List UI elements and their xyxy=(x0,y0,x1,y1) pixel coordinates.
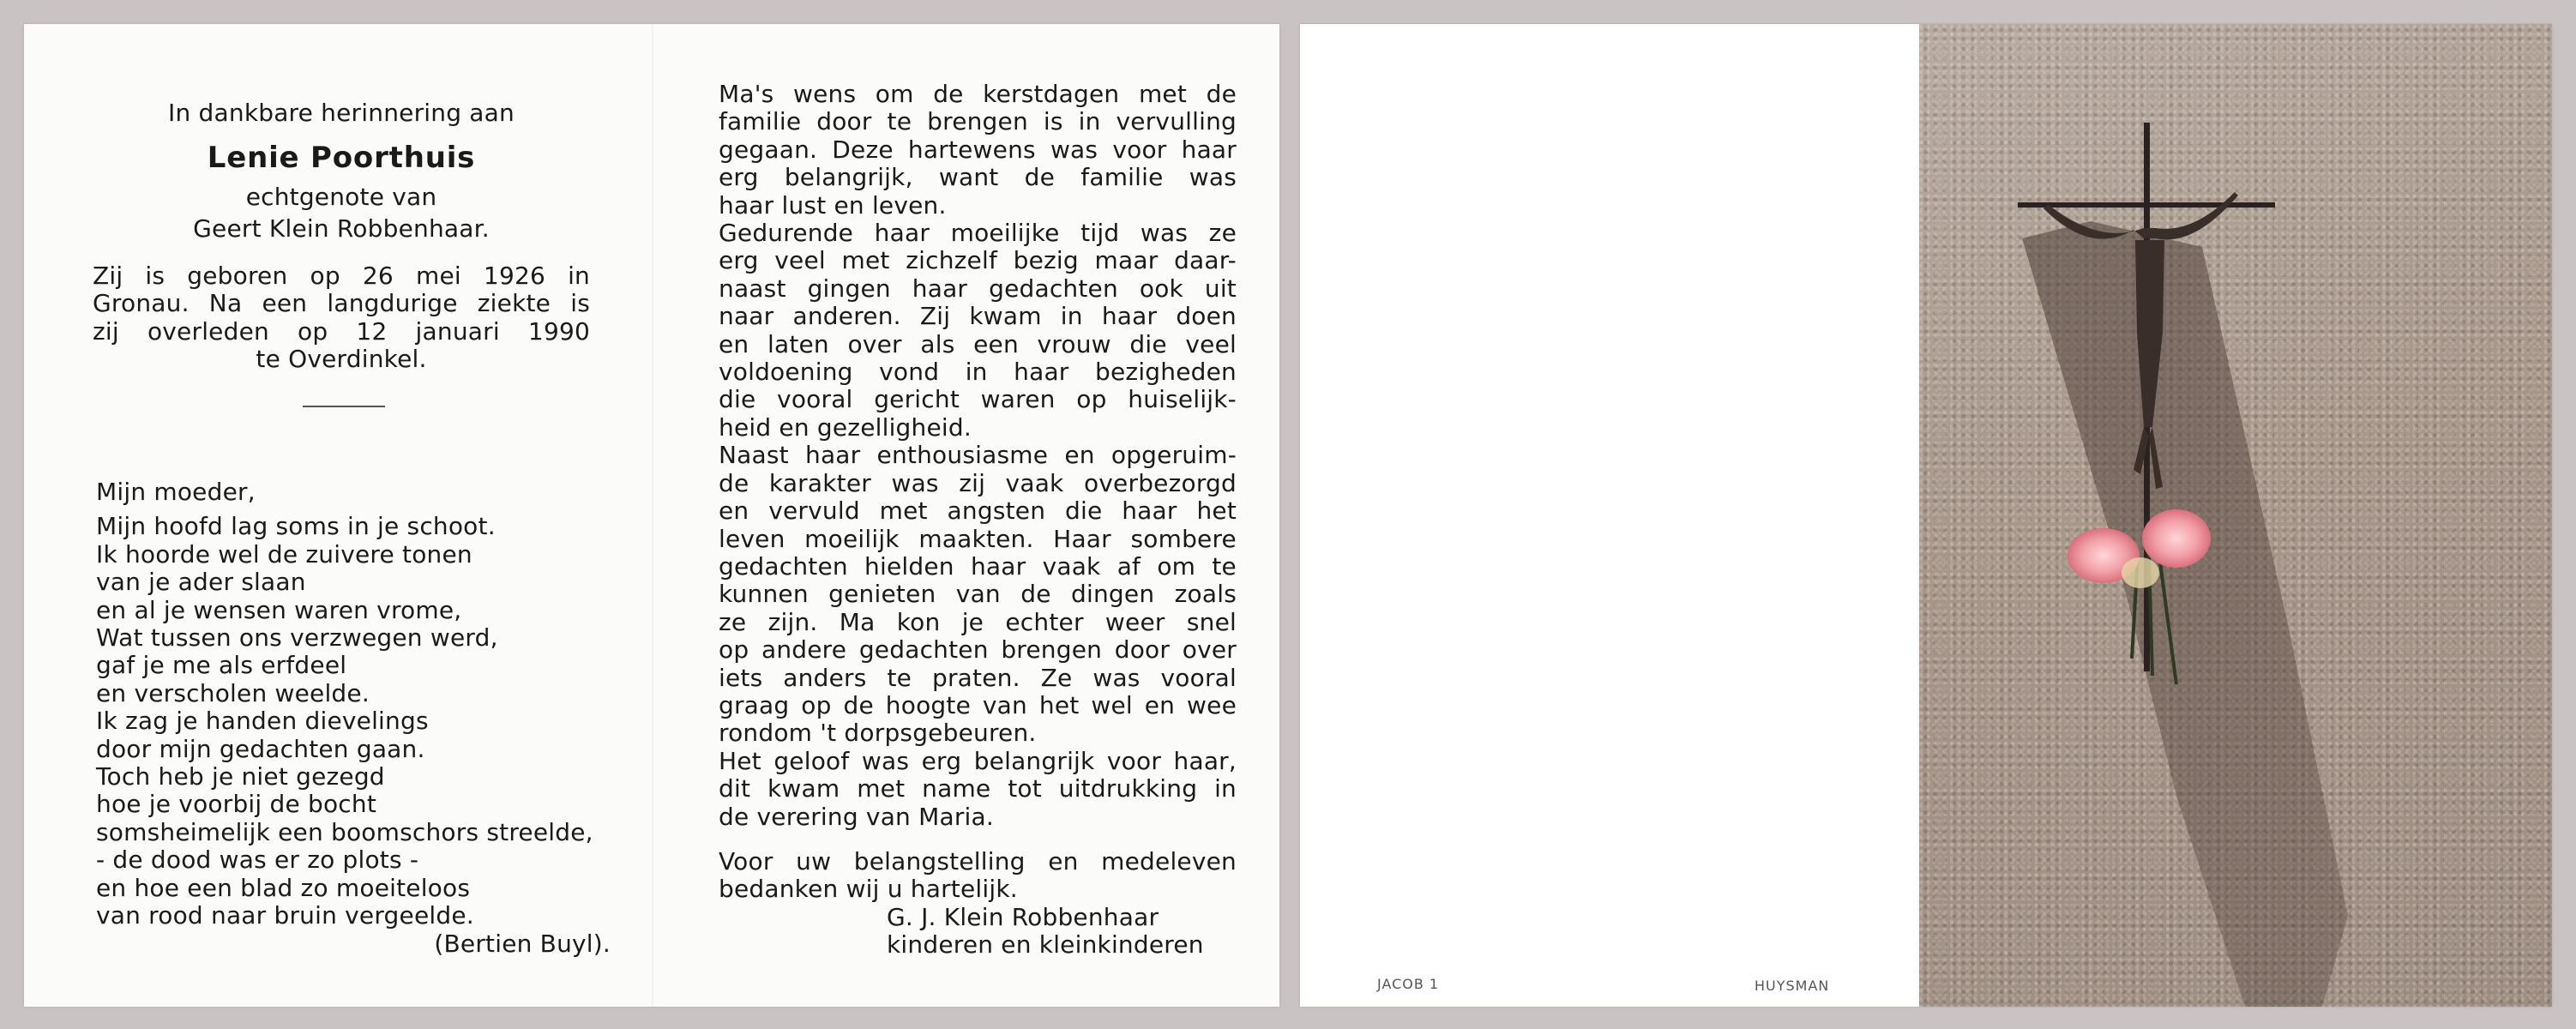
poem-line: Mijn moeder, xyxy=(96,478,256,506)
tribute-line: haar lust en leven. xyxy=(719,190,947,220)
tribute-line: en vervuld met angsten die haar het xyxy=(719,496,1237,526)
poem-line: hoe je voorbij de bocht xyxy=(96,790,377,819)
poem-line: somsheimelijk een boomschors streelde, xyxy=(96,817,593,846)
poem-line: en al je wensen waren vrome, xyxy=(96,595,462,624)
crucifix-photo xyxy=(1919,24,2552,1007)
dates-line: Gronau. Na een langdurige ziekte is xyxy=(93,289,590,318)
crucifix-shadow xyxy=(2022,221,2348,1007)
poem-line: Toch heb je niet gezegd xyxy=(96,762,385,791)
poem-line: en hoe een blad zo moeiteloos xyxy=(96,873,471,902)
tribute-line: gedachten hielden haar vaak af om te xyxy=(719,551,1237,581)
footer-mark-left: JACOB 1 xyxy=(1377,976,1440,992)
tribute-line: de karakter was zij vaak overbezorgd xyxy=(719,468,1237,497)
tribute-line: kunnen genieten van de dingen zoals xyxy=(719,580,1237,609)
tribute-line: graag op de hoogte van het wel en wee xyxy=(719,690,1237,719)
tribute-line: Naast haar enthousiasme en opgeruim- xyxy=(719,441,1237,470)
life-dates-block xyxy=(93,262,590,374)
divider xyxy=(303,406,385,407)
card-outer-spread xyxy=(1300,24,2552,1007)
poem-line: Ik zag je handen dievelings xyxy=(96,707,429,736)
tribute-line: gegaan. Deze hartewens was voor haar xyxy=(719,135,1237,164)
poem-line: van je ader slaan xyxy=(96,568,306,597)
card-inner-spread xyxy=(24,24,1279,1007)
tribute-line: leven moeilijk maakten. Haar sombere xyxy=(719,524,1237,553)
poem-line: Ik hoorde wel de zuivere tonen xyxy=(96,539,472,569)
poem-line: en verscholen weelde. xyxy=(96,678,370,707)
intro-text: In dankbare herinnering aan xyxy=(168,99,515,127)
poem-author: (Bertien Buyl). xyxy=(434,929,611,958)
tribute-line: die vooral gericht waren op huiselijk- xyxy=(719,385,1237,414)
poem-line: Wat tussen ons verzwegen werd, xyxy=(96,623,498,653)
dates-line: te Overdinkel. xyxy=(256,345,427,374)
tribute-line: de verering van Maria. xyxy=(719,802,994,831)
dates-line: Zij is geboren op 26 mei 1926 in xyxy=(93,262,590,290)
tribute-text-block xyxy=(719,81,1237,960)
tribute-line: Gedurende haar moeilijke tijd was ze xyxy=(719,219,1237,248)
tribute-line: dit kwam met name tot uitdrukking in xyxy=(719,774,1237,803)
tribute-line: naar anderen. Zij kwam in haar doen xyxy=(719,302,1237,331)
crucifix-with-pink-flowers-icon xyxy=(1919,24,2552,1007)
tribute-line: Ma's wens om de kerstdagen met de xyxy=(719,80,1237,108)
tribute-line: ze zijn. Ma kon je echter weer snel xyxy=(719,607,1237,636)
tribute-line: familie door te brengen is in vervulling xyxy=(719,107,1237,136)
spouse-label: echtgenote van xyxy=(245,183,437,212)
tribute-line: Het geloof was erg belangrijk voor haar, xyxy=(719,746,1237,775)
dates-line: zij overleden op 12 januari 1990 xyxy=(93,316,590,346)
poem-line: - de dood was er zo plots - xyxy=(96,845,419,875)
tribute-line: op andere gedachten brengen door over xyxy=(719,635,1237,665)
pink-flower-right xyxy=(2142,509,2211,568)
tribute-line: naast gingen haar gedachten ook uit xyxy=(719,274,1237,303)
poem-line: door mijn gedachten gaan. xyxy=(96,734,425,763)
footer-mark-right: HUYSMAN xyxy=(1754,978,1830,994)
poem-line: Mijn hoofd lag soms in je schoot. xyxy=(96,512,496,541)
tribute-line: en laten over als een vrouw die veel xyxy=(719,329,1237,358)
fold-line xyxy=(652,24,653,1007)
tribute-line: erg belangrijk, want de familie was xyxy=(719,163,1237,192)
tribute-line: heid en gezelligheid. xyxy=(719,412,972,442)
closing-line: Voor uw belangstelling en medeleven xyxy=(719,846,1237,876)
closing-line: bedanken wij u hartelijk. xyxy=(719,875,1018,904)
flower-sprig xyxy=(2122,557,2159,588)
signature-line: kinderen en kleinkinderen xyxy=(887,930,1204,960)
poem-line: van rood naar bruin vergeelde. xyxy=(96,901,474,930)
tribute-line: voldoening vond in haar bezigheden xyxy=(719,358,1237,387)
cross-horizontal xyxy=(2018,202,2275,208)
poem-block xyxy=(96,478,611,958)
tribute-line: rondom 't dorpsgebeuren. xyxy=(719,719,1037,748)
signature-line: G. J. Klein Robbenhaar xyxy=(887,902,1159,931)
heading-block xyxy=(75,99,607,243)
tribute-line: iets anders te praten. Ze was vooral xyxy=(719,663,1237,692)
deceased-name: Lenie Poorthuis xyxy=(207,141,476,176)
poem-line: gaf je me als erfdeel xyxy=(96,651,347,680)
tribute-line: erg veel met zichzelf bezig maar daar- xyxy=(719,246,1237,275)
spouse-name: Geert Klein Robbenhaar. xyxy=(193,214,490,243)
